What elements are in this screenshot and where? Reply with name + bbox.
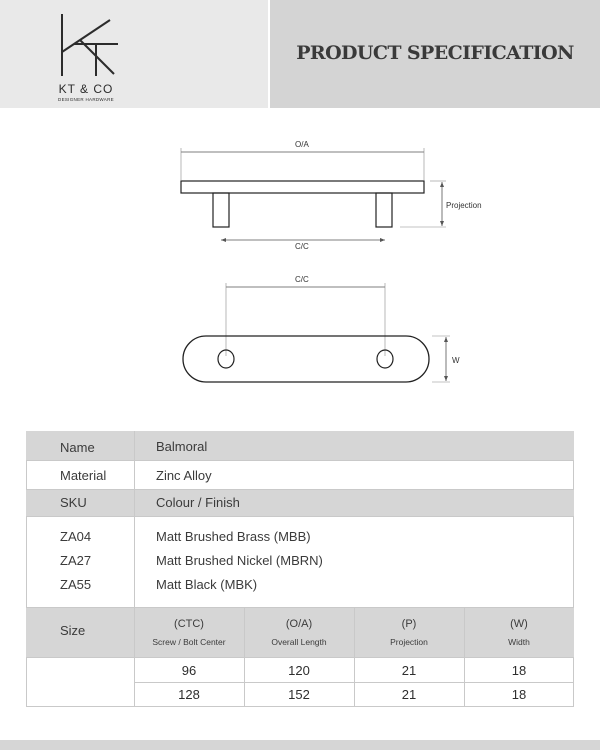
brand-tagline: DESIGNER HARDWARE	[58, 97, 114, 102]
size-col-abbr: (O/A)	[285, 618, 313, 630]
size-label: Size	[60, 623, 86, 638]
row-divider	[26, 460, 574, 461]
size-col-desc: Width	[508, 637, 530, 647]
width-arrow-top	[444, 337, 448, 342]
size-col-oa	[244, 607, 354, 657]
sku-label: SKU	[60, 495, 87, 510]
table-bottom-border	[26, 706, 574, 707]
size-cell: 96	[181, 663, 197, 678]
technical-drawing	[0, 120, 600, 410]
size-header-row	[26, 607, 574, 657]
size-col-p	[354, 607, 464, 657]
material-row	[26, 460, 574, 489]
size-cell: 21	[401, 687, 417, 702]
projection-arrow-bottom	[440, 221, 444, 226]
sku-header-row	[26, 489, 574, 516]
cc-top-label: C/C	[295, 275, 309, 284]
material-value: Zinc Alloy	[156, 468, 212, 483]
col-divider	[464, 607, 465, 707]
name-label: Name	[60, 440, 95, 455]
handle-top-view	[183, 336, 429, 382]
page-title: PRODUCT SPECIFICATION	[296, 42, 574, 64]
sku-finish: Matt Brushed Nickel (MBRN)	[156, 553, 323, 568]
row-divider	[26, 489, 574, 490]
size-cell: 21	[401, 663, 417, 678]
col-divider	[354, 607, 355, 707]
row-divider	[26, 516, 574, 517]
name-value: Balmoral	[156, 439, 208, 454]
handle-bar-side	[181, 181, 424, 193]
size-col-desc: Screw / Bolt Center	[152, 637, 226, 647]
projection-label: Projection	[446, 201, 482, 210]
row-divider	[26, 607, 574, 608]
size-col-w	[464, 607, 574, 657]
table-row	[26, 682, 574, 706]
sku-code: ZA27	[60, 553, 92, 568]
sku-finish: Matt Brushed Brass (MBB)	[156, 529, 311, 544]
sku-code: ZA04	[60, 529, 92, 544]
size-col-desc: Overall Length	[271, 637, 327, 647]
col-divider	[134, 431, 135, 707]
cc-side-arrow-right	[380, 238, 385, 242]
size-cell: 152	[288, 687, 310, 702]
size-col-desc: Projection	[390, 637, 428, 647]
size-cell: 18	[511, 663, 527, 678]
handle-leg-right	[376, 193, 392, 227]
row-divider	[26, 657, 574, 658]
size-col-abbr: (W)	[510, 618, 528, 630]
brand-name: KT & CO	[58, 82, 114, 96]
sku-finish: Matt Black (MBK)	[156, 577, 258, 592]
size-cell: 128	[178, 687, 200, 702]
col-divider	[244, 607, 245, 707]
material-label: Material	[60, 468, 107, 483]
logo-panel	[0, 0, 268, 108]
width-arrow-bottom	[444, 376, 448, 381]
size-cell: 120	[288, 663, 310, 678]
footer-bar	[0, 740, 600, 750]
name-row	[26, 431, 574, 460]
projection-arrow-top	[440, 182, 444, 187]
kt-logo-icon	[52, 12, 122, 78]
handle-diagram	[0, 120, 600, 410]
sku-list	[26, 516, 574, 607]
size-cell: 18	[511, 687, 527, 702]
handle-leg-left	[213, 193, 229, 227]
cc-side-label: C/C	[295, 242, 309, 251]
sku-finish-header: Colour / Finish	[156, 495, 240, 510]
size-col-abbr: (P)	[401, 618, 417, 630]
oa-label: O/A	[295, 140, 309, 149]
sku-code: ZA55	[60, 577, 92, 592]
table-row	[26, 657, 574, 682]
width-label: W	[452, 356, 460, 365]
size-col-abbr: (CTC)	[174, 618, 204, 630]
header	[0, 0, 600, 108]
cc-side-arrow-left	[221, 238, 226, 242]
size-col-ctc	[134, 607, 244, 657]
